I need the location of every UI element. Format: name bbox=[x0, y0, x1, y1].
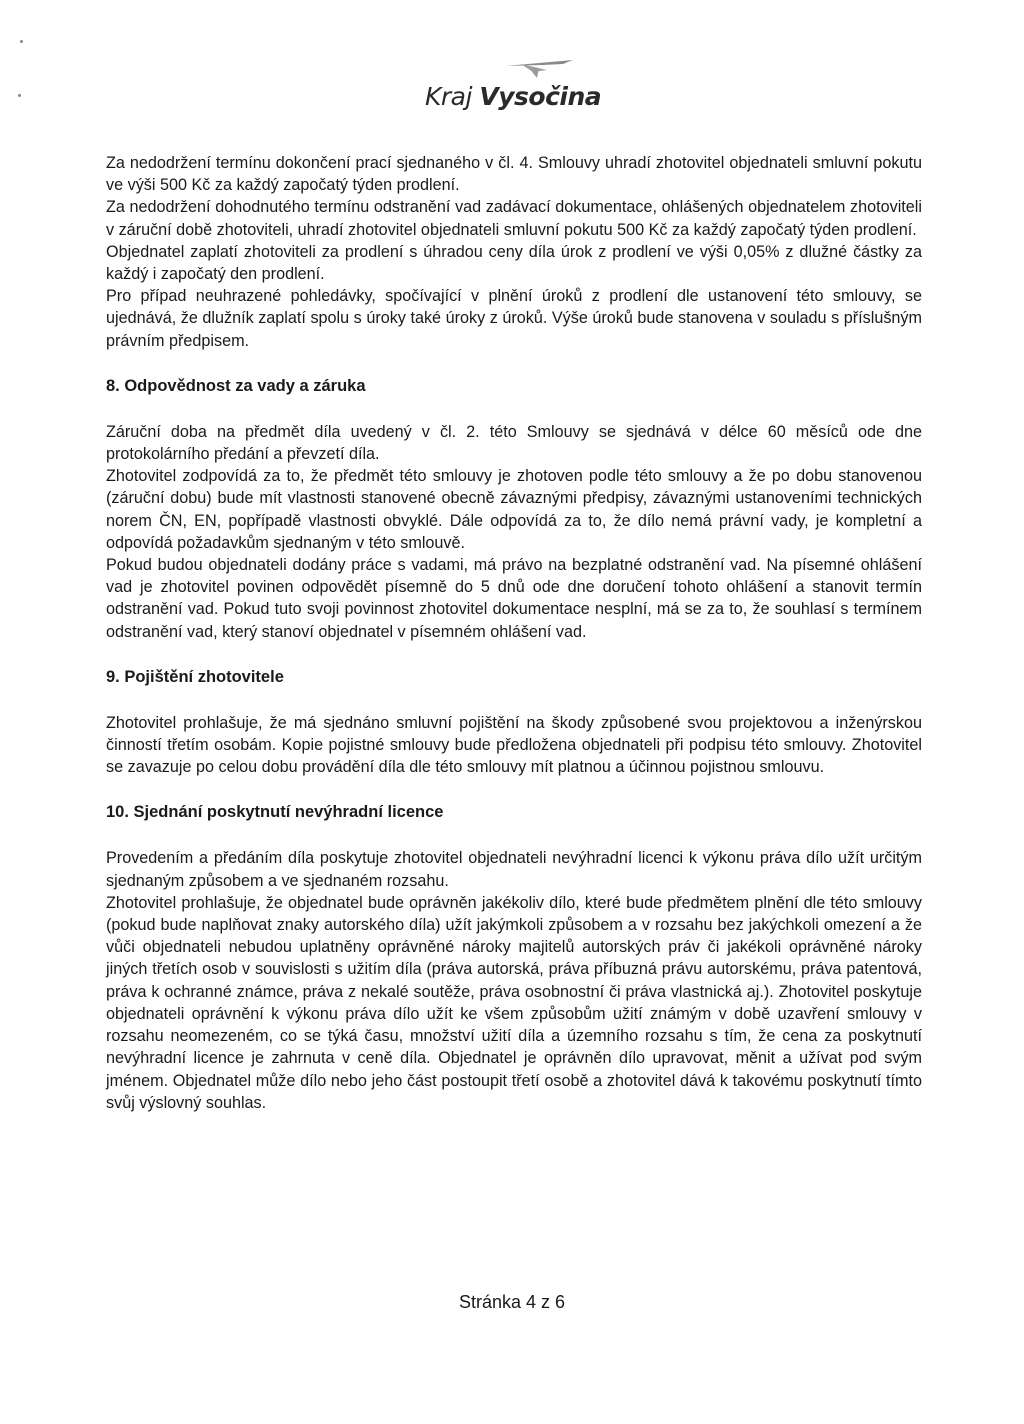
scan-speck bbox=[20, 40, 23, 43]
kraj-vysocina-logo bbox=[425, 54, 602, 116]
paragraph: Objednatel zaplatí zhotoviteli za prodlení s úhradou ceny díla úrok z prodlení ve výši 0,05% z dlužné částky za každý i započatý den prodlení. bbox=[106, 242, 922, 284]
paragraph: Záruční doba na předmět díla uvedený v čl. 2. této Smlouvy se sjednává v délce 60 měsíců ode dne protokolárního předání a převzetí díla. bbox=[106, 422, 922, 464]
section-9-heading: 9. Pojištění zhotovitele bbox=[106, 667, 284, 686]
page-number: Stránka 4 z 6 bbox=[458, 1292, 566, 1312]
logo-text-kraj: Kraj bbox=[425, 82, 472, 111]
paragraph: Provedením a předáním díla poskytuje zhotovitel objednateli nevýhradní licenci k výkonu práva dílo užít určitým sjednaným způsobem a ve sjednaném rozsahu. bbox=[106, 849, 922, 890]
paragraph: Pro případ neuhrazené pohledávky, spočívající v plnění úroků z prodlení dle ustanovení této smlouvy, se ujednává, že dlužník zaplatí spolu s úroky také úroky z úroků. Výše úroků bude stanovena v souladu s příslušným právním předpisem. bbox=[106, 287, 922, 350]
paragraph: Zhotovitel prohlašuje, že má sjednáno smluvní pojištění na škody způsobené svou projektovou a inženýrskou činností třetím osobám. Kopie pojistné smlouvy bude předložena objednateli při podpisu této smlouvy. Zhotovitel se zavazuje po celou dobu provádění díla dle této smlouvy mít platnou a účinnou pojistnou smlouvu. bbox=[106, 713, 922, 777]
paragraph: Zhotovitel prohlašuje, že objednatel bude oprávněn jakékoliv dílo, které bude předmětem plnění dle této smlouvy (pokud bude naplňovat znaky autorského díla) užít jakýmkoli způsobem a v rozsahu bez jakýchkoli omezení a že vůči objednateli nebudou uplatněny oprávněné nároky majitelů autorských práv či jakékoli oprávněné nároky jiných třetích osob v souvislosti s užitím díla (práva autorská, práva příbuzná právu autorskému, práva patentová, práva k ochranné známce, práva z nekalé soutěže, práva osobnostní či práva vlastnická aj.). Zhotovitel poskytuje objednateli oprávnění k výkonu práva dílo užít ke všem způsobům užití známým v době uzavření smlouvy v rozsahu neomezeném, co se týká času, množství užití díla a územního rozsahu s tím, že cena za poskytnutí nevýhradní licence je zahrnuta v ceně díla. Objednatel je oprávněn dílo upravovat, měnit a užívat pod svým jménem. Objednatel může dílo nebo jeho část postoupit třetí osobě a zhotovitel dává k takovému poskytnutí tímto svůj výslovný souhlas. bbox=[106, 893, 922, 1112]
section-10-heading: 10. Sjednání poskytnutí nevýhradní licence bbox=[106, 803, 444, 822]
logo-text bbox=[425, 82, 602, 111]
section-8-heading: 8. Odpovědnost za vady a záruka bbox=[106, 376, 366, 395]
bird-logo-icon bbox=[503, 54, 575, 84]
paragraph: Za nedodržení termínu dokončení prací sjednaného v čl. 4. Smlouvy uhradí zhotovitel objednateli smluvní pokutu ve výši 500 Kč za každý započatý týden prodlení. bbox=[106, 154, 922, 195]
scan-speck bbox=[18, 94, 21, 97]
logo-text-vysocina: Vysočina bbox=[479, 82, 602, 111]
document-body bbox=[106, 152, 922, 1114]
paragraph: Za nedodržení dohodnutého termínu odstranění vad zadávací dokumentace, ohlášených objednatelem zhotoviteli v záruční době zhotoviteli, uhradí zhotovitel objednateli smluvní pokutu 500 Kč za každý započatý týden prodlení. bbox=[106, 198, 922, 239]
paragraph: Pokud budou objednateli dodány práce s vadami, má právo na bezplatné odstranění vad. Na písemné ohlášení vad je zhotovitel povinen odpovědět písemně do 5 dnů ode dne doručení tohoto ohlášení a stanovit termín odstranění vad. Pokud tuto svoji povinnost zhotovitel dokumentace nesplní, má se za to, že souhlasí s termínem odstranění vad, který stanoví objednatel v písemném ohlášení vad. bbox=[106, 556, 922, 641]
paragraph: Zhotovitel zodpovídá za to, že předmět této smlouvy je zhotoven podle této smlouvy a že po dobu stanovenou (záruční dobu) bude mít vlastnosti stanovené obecně závaznými předpisy, závaznými ustanoveními technických norem ČN, EN, popřípadě vlastnosti obvyklé. Dále odpovídá za to, že dílo nemá právní vady, je kompletní a odpovídá požadavkům sjednaným v této smlouvě. bbox=[106, 467, 922, 552]
